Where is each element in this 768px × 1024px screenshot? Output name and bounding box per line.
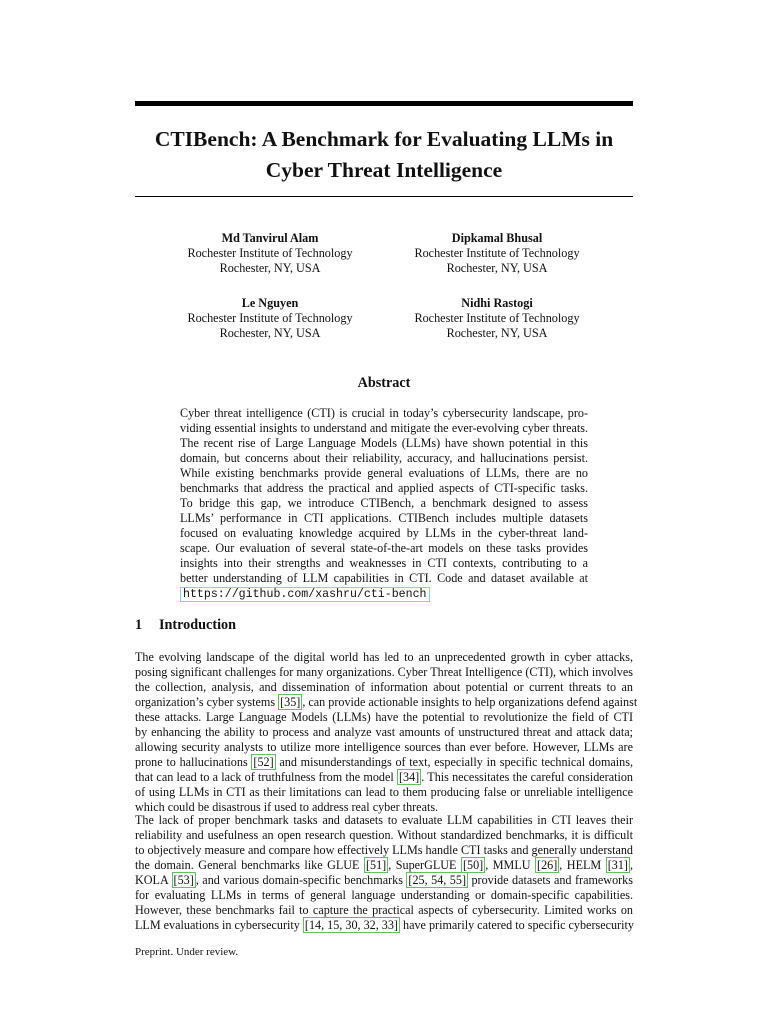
title-bottom-rule bbox=[135, 196, 633, 197]
paragraph-line bbox=[135, 918, 633, 933]
paragraph-line bbox=[135, 813, 633, 828]
abstract-line: LLMs’ performance in CTI applications. CTIBench includes multiple datasets bbox=[180, 511, 588, 525]
line-text: , and various domain-specific benchmarks bbox=[195, 873, 407, 887]
abstract-line: insights into their strengths and weaknesses in CTI contexts, contributing to a bbox=[180, 556, 588, 570]
intro-paragraph-2 bbox=[135, 813, 633, 933]
author-location: Rochester, NY, USA bbox=[446, 261, 548, 275]
intro-paragraph-1 bbox=[135, 650, 638, 815]
abstract-line: viding essential insights to understand and mitigate the ever-evolving cyber threats. bbox=[180, 421, 588, 435]
line-text: to objectively measure and compare how effectively LLMs handle CTI tasks and generally understand bbox=[135, 843, 633, 857]
line-text: . This necessitates the careful consideration bbox=[421, 770, 633, 784]
line-text: KOLA bbox=[135, 873, 172, 887]
line-text: prone to hallucinations bbox=[135, 755, 252, 769]
citation-link[interactable]: [31] bbox=[607, 858, 628, 872]
line-text: allowing security analysts to utilize more intelligence sources than ever before. However, LLMs are bbox=[135, 740, 633, 754]
line-text: these attacks. Large Language Models (LLMs) have the potential to revolutionize the field of CTI bbox=[135, 710, 633, 724]
paragraph-line bbox=[135, 680, 633, 695]
line-text: provide datasets and frameworks bbox=[467, 873, 633, 887]
author-location: Rochester, NY, USA bbox=[219, 261, 321, 275]
paragraph-line bbox=[135, 903, 633, 918]
line-text: reliability and usefulness an open research question. Without standardized benchmarks, it is difficult bbox=[135, 828, 633, 842]
paragraph-line bbox=[135, 695, 638, 710]
line-text: of using LLMs in CTI as their limitations can lead to them producing false or unreliable intelligence bbox=[135, 785, 633, 799]
citation-link[interactable]: [25, 54, 55] bbox=[408, 873, 466, 887]
paragraph-line bbox=[135, 755, 633, 770]
author-location: Rochester, NY, USA bbox=[219, 326, 321, 340]
line-text: for evaluating LLMs in terms of general language understanding or domain-specific capabilities. bbox=[135, 888, 633, 902]
abstract-line: scape. Our evaluation of several state-of-the-art models on these tasks provides bbox=[180, 541, 588, 555]
line-text: , SuperGLUE bbox=[388, 858, 461, 872]
abstract-line: benchmarks that address the practical and applied aspects of CTI-specific tasks. bbox=[180, 481, 588, 495]
citation-link[interactable]: [50] bbox=[462, 858, 484, 872]
line-text: that can lead to a lack of truthfulness from the model bbox=[135, 770, 397, 784]
paragraph-line bbox=[135, 650, 633, 665]
section-title: Introduction bbox=[159, 617, 236, 633]
author-block bbox=[160, 231, 380, 276]
paragraph-line bbox=[135, 710, 633, 725]
line-text: The evolving landscape of the digital world has led to an unprecedented growth in cyber attacks, bbox=[135, 650, 633, 664]
line-text: , bbox=[629, 858, 633, 872]
paragraph-line bbox=[135, 725, 633, 740]
title-line-2: Cyber Threat Intelligence bbox=[265, 158, 503, 182]
line-text: , HELM bbox=[559, 858, 606, 872]
author-block bbox=[387, 296, 607, 341]
line-text: LLM evaluations in cybersecurity bbox=[135, 918, 303, 932]
line-text: posing significant challenges for many organizations. Cyber Threat Intelligence (CTI), which involves bbox=[135, 665, 633, 679]
citation-link[interactable]: [14, 15, 30, 32, 33] bbox=[304, 918, 398, 932]
citation-link[interactable]: [53] bbox=[173, 873, 194, 887]
author-affiliation: Rochester Institute of Technology bbox=[414, 246, 580, 260]
author-name: Md Tanvirul Alam bbox=[221, 231, 319, 245]
abstract-heading: Abstract bbox=[357, 375, 411, 391]
author-affiliation: Rochester Institute of Technology bbox=[187, 246, 353, 260]
abstract-body bbox=[180, 406, 588, 601]
abstract-line: While existing benchmarks provide general evaluations of LLMs, there are no bbox=[180, 466, 588, 480]
footer-note: Preprint. Under review. bbox=[135, 946, 239, 958]
line-text: organization’s cyber systems bbox=[135, 695, 279, 709]
abstract-line: To bridge this gap, we introduce CTIBench, a benchmark designed to assess bbox=[180, 496, 588, 510]
section-number: 1 bbox=[135, 617, 143, 633]
line-text: However, these benchmarks fail to capture the practical aspects of cybersecurity. Limited works on bbox=[135, 903, 633, 917]
paragraph-line bbox=[135, 770, 633, 785]
paper-title bbox=[135, 124, 633, 186]
author-affiliation: Rochester Institute of Technology bbox=[414, 311, 580, 325]
abstract-line: better understanding of LLM capabilities in CTI. Code and dataset available at bbox=[180, 571, 588, 585]
section-heading bbox=[135, 617, 633, 634]
abstract-line: The recent rise of Large Language Models (LLMs) have shown potential in this bbox=[180, 436, 588, 450]
paragraph-line bbox=[135, 740, 633, 755]
title-line-1: CTIBench: A Benchmark for Evaluating LLMs in bbox=[154, 127, 614, 151]
line-text: the collection, analysis, and dissemination of information about potential or current threats to an bbox=[135, 680, 633, 694]
citation-link[interactable]: [51] bbox=[365, 858, 387, 872]
author-block bbox=[387, 231, 607, 276]
abstract-line: domain, but concerns about their reliability, accuracy, and hallucinations persist. bbox=[180, 451, 588, 465]
line-text: , can provide actionable insights to help organizations defend against bbox=[302, 695, 638, 709]
paragraph-line bbox=[135, 858, 633, 873]
paragraph-line bbox=[135, 665, 633, 680]
line-text: The lack of proper benchmark tasks and datasets to evaluate LLM capabilities in CTI leaves their bbox=[135, 813, 633, 827]
citation-link[interactable]: [34] bbox=[399, 770, 420, 784]
citation-link[interactable]: [26] bbox=[537, 858, 558, 872]
author-name: Dipkamal Bhusal bbox=[451, 231, 543, 245]
title-top-rule bbox=[135, 101, 633, 106]
abstract-line: focused on evaluating knowledge acquired by LLMs in the cyber-threat land- bbox=[180, 526, 588, 540]
line-text: by enhancing the ability to process and analyze vast amounts of unstructured threat and attack data; bbox=[135, 725, 633, 739]
line-text: , MMLU bbox=[485, 858, 536, 872]
author-location: Rochester, NY, USA bbox=[446, 326, 548, 340]
paragraph-line bbox=[135, 785, 633, 800]
paragraph-line bbox=[135, 828, 633, 843]
paragraph-line bbox=[135, 873, 633, 888]
line-text: the domain. General benchmarks like GLUE bbox=[135, 858, 364, 872]
author-block bbox=[160, 296, 380, 341]
line-text: which could be disastrous if used to address real cyber threats. bbox=[135, 800, 439, 814]
line-text: have primarily catered to specific cybersecurity bbox=[399, 918, 634, 932]
citation-link[interactable]: [35] bbox=[280, 695, 301, 709]
paragraph-line bbox=[135, 843, 633, 858]
abstract-line: Cyber threat intelligence (CTI) is crucial in today’s cybersecurity landscape, pro- bbox=[180, 406, 588, 420]
author-affiliation: Rochester Institute of Technology bbox=[187, 311, 353, 325]
citation-link[interactable]: [52] bbox=[253, 755, 274, 769]
abstract-link-line bbox=[180, 586, 588, 601]
paragraph-line bbox=[135, 888, 633, 903]
author-name: Nidhi Rastogi bbox=[461, 296, 533, 310]
code-repository-link[interactable]: https://github.com/xashru/cti-bench bbox=[180, 587, 430, 602]
author-name: Le Nguyen bbox=[241, 296, 299, 310]
line-text: and misunderstandings of text, especially in specific technical domains, bbox=[275, 755, 633, 769]
